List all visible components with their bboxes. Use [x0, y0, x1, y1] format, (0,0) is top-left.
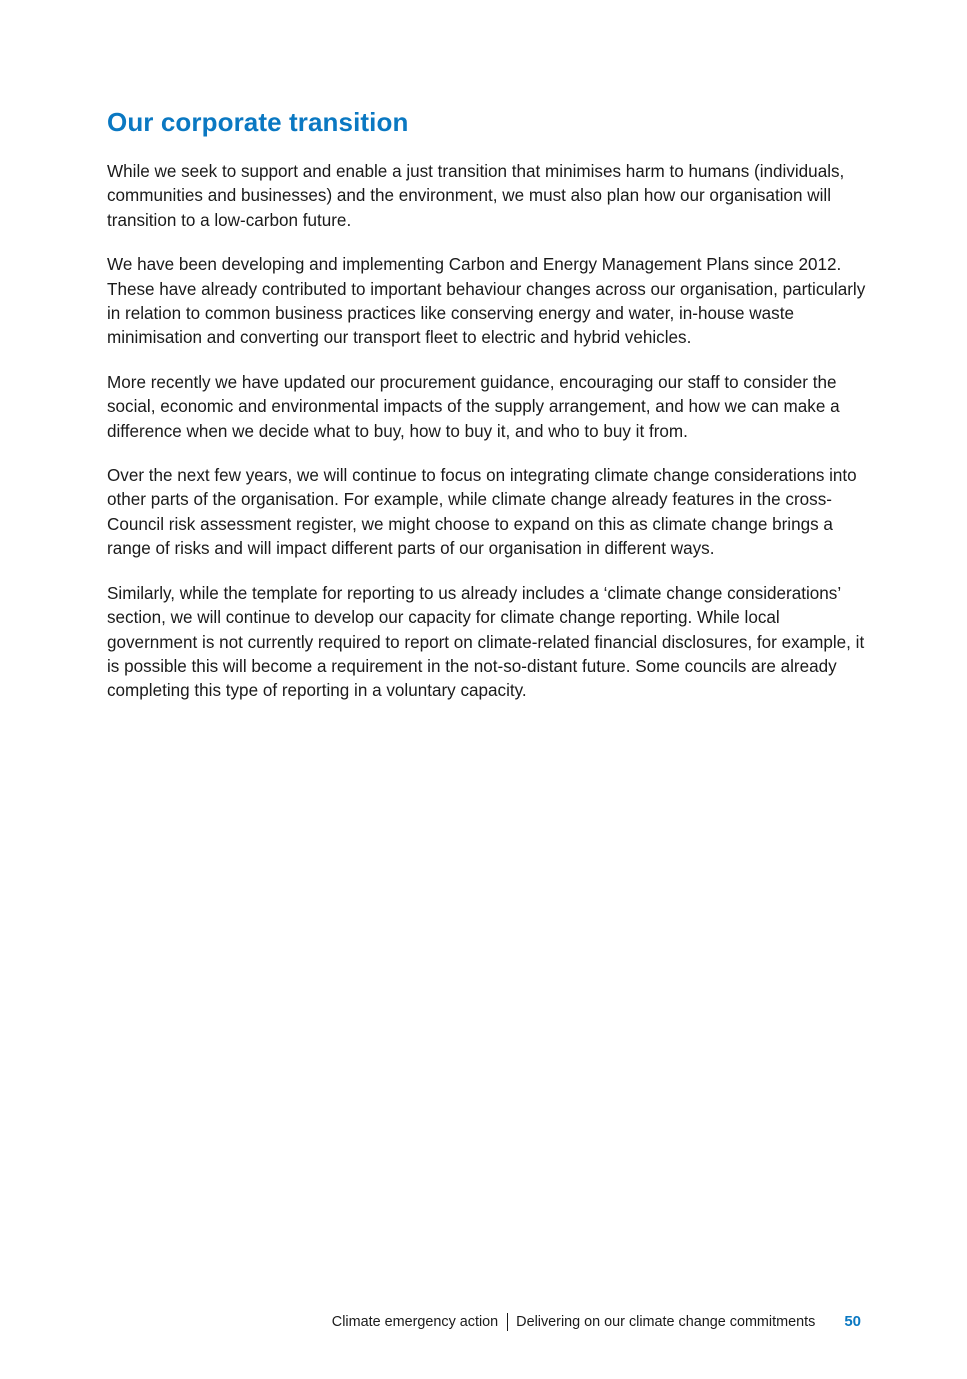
paragraph: Similarly, while the template for reporting to us already includes a ‘climate change considerations’ section, we will continue to develop our capacity for climate change reporting. While local government is not currently required to report on climate-related financial disclosures, for example, it is possible this will become a requirement in the not-so-distant future. Some councils are already completing this type of reporting in a voluntary capacity. — [107, 583, 865, 701]
footer-document-title: Climate emergency action — [331, 1314, 499, 1330]
page-heading: Our corporate transition — [107, 107, 409, 137]
body-text — [107, 160, 867, 724]
page-footer — [332, 1312, 861, 1332]
footer-section-title: Delivering on our climate change commitments — [516, 1314, 816, 1330]
paragraph: We have been developing and implementing Carbon and Energy Management Plans since 2012. These have already contributed to important behaviour changes across our organisation, particularly in relation to common business practices like conserving energy and water, in-house waste minimisation and converting our transport fleet to electric and hybrid vehicles. — [107, 255, 866, 348]
paragraph: Over the next few years, we will continue to focus on integrating climate change considerations into other parts of the organisation. For example, while climate change already features in the cross-Council risk assessment register, we might choose to expand on this as climate change brings a range of risks and will impact different parts of our organisation in different ways. — [107, 466, 857, 559]
footer-divider — [507, 1313, 508, 1331]
paragraph: While we seek to support and enable a just transition that minimises harm to humans (individuals, communities and businesses) and the environment, we must also plan how our organisation will transition to a low-carbon future. — [107, 162, 845, 230]
paragraph: More recently we have updated our procurement guidance, encouraging our staff to consider the social, economic and environmental impacts of the supply arrangement, and how we can make a difference when we decide what to buy, how to buy it, and who to buy it from. — [107, 372, 840, 441]
page-number: 50 — [844, 1313, 861, 1330]
